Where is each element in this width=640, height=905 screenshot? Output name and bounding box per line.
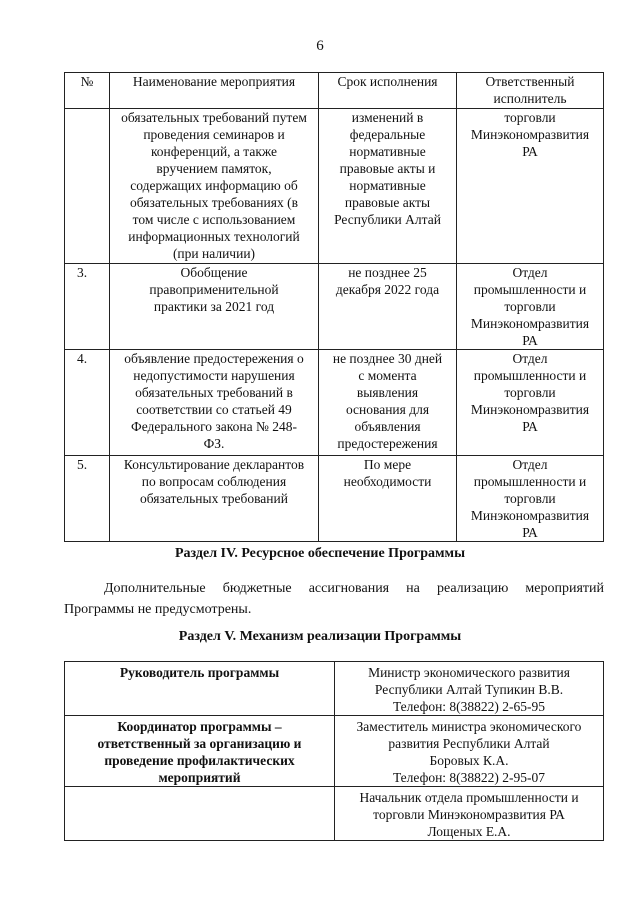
page-number: 6	[316, 38, 324, 54]
text-line: Телефон: 8(38822) 2-65-95	[392, 699, 546, 714]
measure-term	[319, 264, 457, 350]
text-line: объявление предостережения о	[124, 351, 304, 366]
text-line: Республики Алтай	[334, 212, 441, 227]
text-line: Федерального закона № 248-	[131, 419, 297, 434]
text-line: торговли	[504, 491, 556, 506]
text-line: Министр экономического развития	[368, 665, 570, 680]
text-line: Минэкономразвития	[470, 402, 590, 417]
text-line: РА	[522, 333, 538, 348]
management-table	[64, 661, 604, 841]
text-line: проведение профилактических	[104, 753, 295, 768]
section-4-text: Дополнительные бюджетные ассигнования на реализацию мероприятий Программы не предусмотрены.	[64, 581, 604, 617]
text-line: обязательных требованиях (в	[130, 195, 298, 210]
text-line: Отдел	[512, 457, 548, 472]
measure-row	[65, 264, 604, 350]
measure-row	[65, 350, 604, 456]
text-line: Консультирование декларантов	[123, 457, 305, 472]
text-line: правовые акты	[344, 195, 431, 210]
text-line: обязательных требований	[140, 491, 288, 506]
text-line: торговли Минэкономразвития РА	[373, 807, 565, 822]
text-line: предостережения	[337, 436, 438, 451]
text-line: Телефон: 8(38822) 2-95-07	[392, 770, 546, 785]
measure-number	[65, 109, 110, 264]
text-line: не позднее 25	[348, 265, 427, 280]
text-line: ФЗ.	[203, 436, 225, 451]
text-line: федеральные	[349, 127, 426, 142]
text-line: РА	[522, 525, 538, 540]
text-line: Отдел	[512, 265, 548, 280]
management-row	[65, 716, 604, 787]
measure-number: 5.	[65, 456, 110, 542]
measure-term	[319, 109, 457, 264]
text-line: торговли	[504, 110, 556, 125]
measure-number: 4.	[65, 350, 110, 456]
text-line: содержащих информацию об	[130, 178, 298, 193]
text-line: необходимости	[343, 474, 432, 489]
management-person	[335, 716, 604, 787]
text-line: Отдел	[512, 351, 548, 366]
text-line: развития Республики Алтай	[388, 736, 550, 751]
management-person	[335, 787, 604, 841]
management-row	[65, 787, 604, 841]
text-line: торговли	[504, 299, 556, 314]
text-line: информационных технологий	[128, 229, 300, 244]
text-line: мероприятий	[158, 770, 241, 785]
header-name: Наименование мероприятия	[110, 73, 319, 109]
text-line: торговли	[504, 385, 556, 400]
text-line: ответственный за организацию и	[97, 736, 302, 751]
measure-responsible	[457, 456, 604, 542]
text-line: соответствии со статьей 49	[136, 402, 292, 417]
text-line: конференций, а также	[150, 144, 278, 159]
measure-name	[110, 264, 319, 350]
text-line: Минэкономразвития	[470, 127, 590, 142]
text-line: выявления	[356, 385, 419, 400]
text-line: не позднее 30 дней	[332, 351, 443, 366]
text-line: Начальник отдела промышленности и	[359, 790, 579, 805]
header-term: Срок исполнения	[319, 73, 457, 109]
text-line: вручением памяток,	[156, 161, 272, 176]
measure-row	[65, 456, 604, 542]
measures-header-row	[65, 73, 604, 109]
text-line: правоприменительной	[149, 282, 279, 297]
management-role	[65, 662, 335, 716]
text-line: том числе с использованием	[132, 212, 296, 227]
text-line: объявления	[354, 419, 421, 434]
text-line: промышленности и	[473, 282, 587, 297]
text-line: Боровых К.А.	[429, 753, 509, 768]
text-line: недопустимости нарушения	[133, 368, 295, 383]
text-line: нормативные	[349, 144, 426, 159]
text-line: декабря 2022 года	[335, 282, 440, 297]
text-line: по вопросам соблюдения	[141, 474, 287, 489]
measure-name	[110, 456, 319, 542]
text-line: нормативные	[349, 178, 426, 193]
text-line: Заместитель министра экономического	[356, 719, 582, 734]
text-line: Руководитель программы	[119, 665, 280, 680]
text-line: практики за 2021 год	[153, 299, 275, 314]
measure-responsible	[457, 350, 604, 456]
text-line: Минэкономразвития	[470, 316, 590, 331]
text-line: Минэкономразвития	[470, 508, 590, 523]
text-line: (при наличии)	[172, 246, 256, 261]
measure-number: 3.	[65, 264, 110, 350]
header-responsible: Ответственный исполнитель	[457, 73, 604, 109]
text-line: изменений в	[351, 110, 424, 125]
text-line: обязательных требований путем	[121, 110, 307, 125]
text-line: с момента	[358, 368, 417, 383]
management-role	[65, 787, 335, 841]
text-line: РА	[522, 419, 538, 434]
section-5-title: Раздел V. Механизм реализации Программы	[178, 629, 462, 644]
text-line: правовые акты и	[339, 161, 436, 176]
measure-responsible	[457, 264, 604, 350]
measure-term	[319, 350, 457, 456]
text-line: основания для	[345, 402, 430, 417]
text-line: Республики Алтай Тупикин В.В.	[374, 682, 564, 697]
measure-name	[110, 109, 319, 264]
text-line: Координатор программы –	[117, 719, 282, 734]
management-row	[65, 662, 604, 716]
text-line: обязательных требований в	[135, 385, 293, 400]
measure-responsible	[457, 109, 604, 264]
measure-row	[65, 109, 604, 264]
measure-term	[319, 456, 457, 542]
text-line: По мере	[363, 457, 412, 472]
text-line: промышленности и	[473, 368, 587, 383]
text-line: проведения семинаров и	[143, 127, 285, 142]
header-number: №	[65, 73, 110, 109]
management-person	[335, 662, 604, 716]
management-role	[65, 716, 335, 787]
text-line: Лощеных Е.А.	[427, 824, 511, 839]
text-line: Обобщение	[180, 265, 248, 280]
text-line: РА	[522, 144, 538, 159]
text-line: промышленности и	[473, 474, 587, 489]
measure-name	[110, 350, 319, 456]
measures-table	[64, 72, 604, 542]
section-4-title: Раздел IV. Ресурсное обеспечение Программы	[174, 546, 465, 561]
